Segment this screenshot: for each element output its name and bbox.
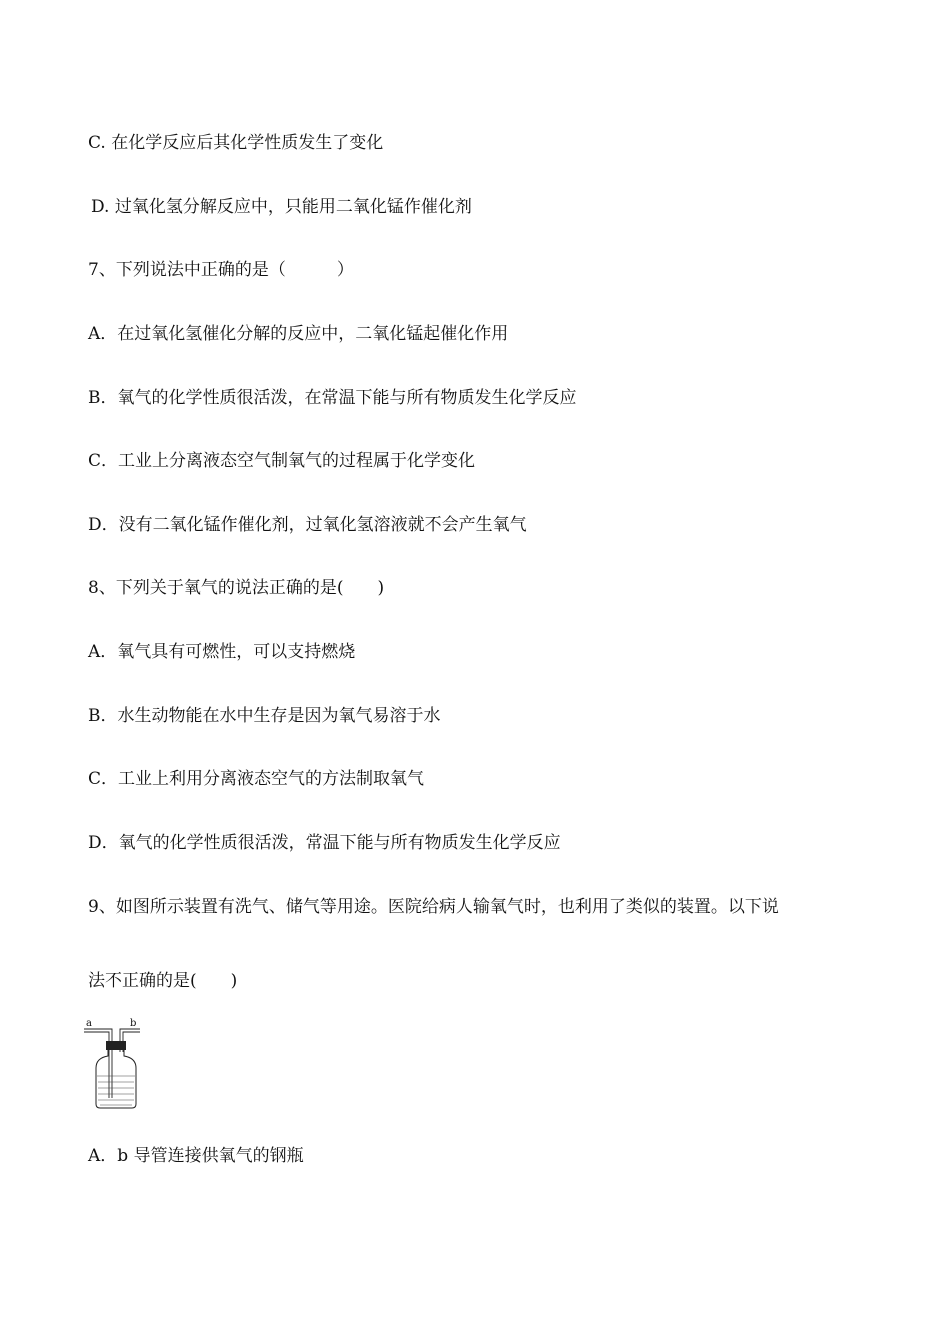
- q6-option-d: D. 过氧化氢分解反应中，只能用二氧化锰作催化剂: [91, 197, 472, 217]
- q7-option-d: D．没有二氧化锰作催化剂，过氧化氢溶液就不会产生氧气: [88, 515, 527, 535]
- rubber-stopper: [106, 1041, 126, 1050]
- q6-option-c: C. 在化学反应后其化学性质发生了变化: [88, 133, 384, 153]
- q7-option-c: C．工业上分离液态空气制氧气的过程属于化学变化: [88, 451, 476, 471]
- q7-option-b: B．氧气的化学性质很活泼，在常温下能与所有物质发生化学反应: [88, 388, 577, 408]
- q8-option-b: B．水生动物能在水中生存是因为氧气易溶于水: [88, 706, 441, 726]
- q8-option-c: C．工业上利用分离液态空气的方法制取氧气: [88, 769, 425, 789]
- gas-washing-bottle-figure: [82, 1016, 144, 1112]
- q9-stem-line2: 法不正确的是( ): [88, 971, 238, 991]
- tube-b-label: b: [130, 1018, 137, 1029]
- q9-option-a: A．b 导管连接供氧气的钢瓶: [88, 1146, 304, 1166]
- q8-option-d: D．氧气的化学性质很活泼，常温下能与所有物质发生化学反应: [88, 833, 561, 853]
- q8-option-a: A．氧气具有可燃性，可以支持燃烧: [88, 642, 356, 662]
- tube-a: [84, 1029, 112, 1098]
- q8-stem: 8、下列关于氧气的说法正确的是( ): [88, 578, 385, 598]
- liquid: [97, 1076, 135, 1105]
- q9-stem-line1: 9、如图所示装置有洗气、储气等用途。医院给病人输氧气时，也利用了类似的装置。以下说: [88, 897, 779, 917]
- bottle: [96, 1050, 136, 1108]
- tube-a-label: a: [86, 1018, 92, 1029]
- q7-option-a: A．在过氧化氢催化分解的反应中，二氧化锰起催化作用: [88, 324, 509, 344]
- q7-stem: 7、下列说法中正确的是（ ）: [88, 260, 354, 280]
